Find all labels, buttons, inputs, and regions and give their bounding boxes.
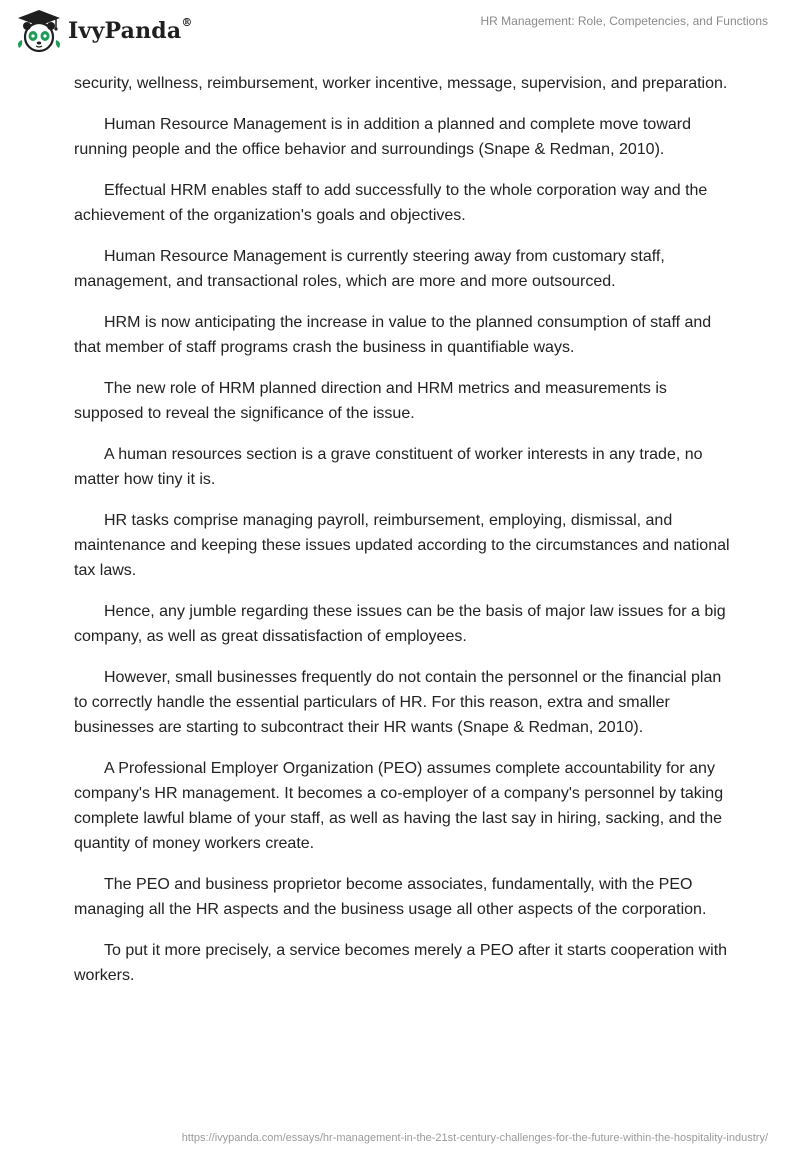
panda-logo-icon [14, 6, 64, 56]
document-title: HR Management: Role, Competencies, and Functions [480, 14, 768, 28]
brand-name: IvyPanda® [68, 16, 193, 44]
paragraph: The new role of HRM planned direction and HRM metrics and measurements is supposed to reveal the significance of the issue. [74, 380, 667, 422]
essay-body [74, 71, 730, 1004]
paragraph: The PEO and business proprietor become associates, fundamentally, with the PEO managing all the HR aspects and the business usage all other aspects of the corporation. [74, 876, 707, 918]
paragraph: HR tasks comprise managing payroll, reimbursement, employing, dismissal, and maintenance and keeping these issues updated according to the circumstances and national tax laws. [74, 512, 730, 579]
paragraph: security, wellness, reimbursement, worker incentive, message, supervision, and preparation. [74, 75, 728, 92]
paragraph: A human resources section is a grave constituent of worker interests in any trade, no matter how tiny it is. [74, 446, 703, 488]
paragraph: Effectual HRM enables staff to add successfully to the whole corporation way and the achievement of the organization's goals and objectives. [74, 182, 708, 224]
paragraph: A Professional Employer Organization (PEO) assumes complete accountability for any company's HR management. It becomes a co-employer of a company's personnel by taking complete lawful blame of your staff, as well as having the last say in hiring, sacking, and the quantity of money workers create. [74, 760, 724, 852]
ivypanda-logo[interactable] [14, 6, 193, 56]
paragraph: Human Resource Management is in addition a planned and complete move toward running people and the office behavior and surroundings (Snape & Redman, 2010). [74, 116, 692, 158]
paragraph: HRM is now anticipating the increase in value to the planned consumption of staff and that member of staff programs crash the business in quantifiable ways. [74, 314, 712, 356]
paragraph: Hence, any jumble regarding these issues can be the basis of major law issues for a big company, as well as great dissatisfaction of employees. [74, 603, 726, 645]
source-url-link[interactable]: https://ivypanda.com/essays/hr-management-in-the-21st-century-challenges-for-the-future-within-the-hospitality-industry/ [181, 1132, 768, 1144]
paragraph: To put it more precisely, a service becomes merely a PEO after it starts cooperation with workers. [74, 942, 728, 984]
paragraph: Human Resource Management is currently steering away from customary staff, management, and transactional roles, which are more and more outsourced. [74, 248, 665, 290]
paragraph: However, small businesses frequently do not contain the personnel or the financial plan to correctly handle the essential particulars of HR. For this reason, extra and smaller businesses are starting to subcontract their HR wants (Snape & Redman, 2010). [74, 669, 722, 736]
page-header [0, 0, 800, 70]
